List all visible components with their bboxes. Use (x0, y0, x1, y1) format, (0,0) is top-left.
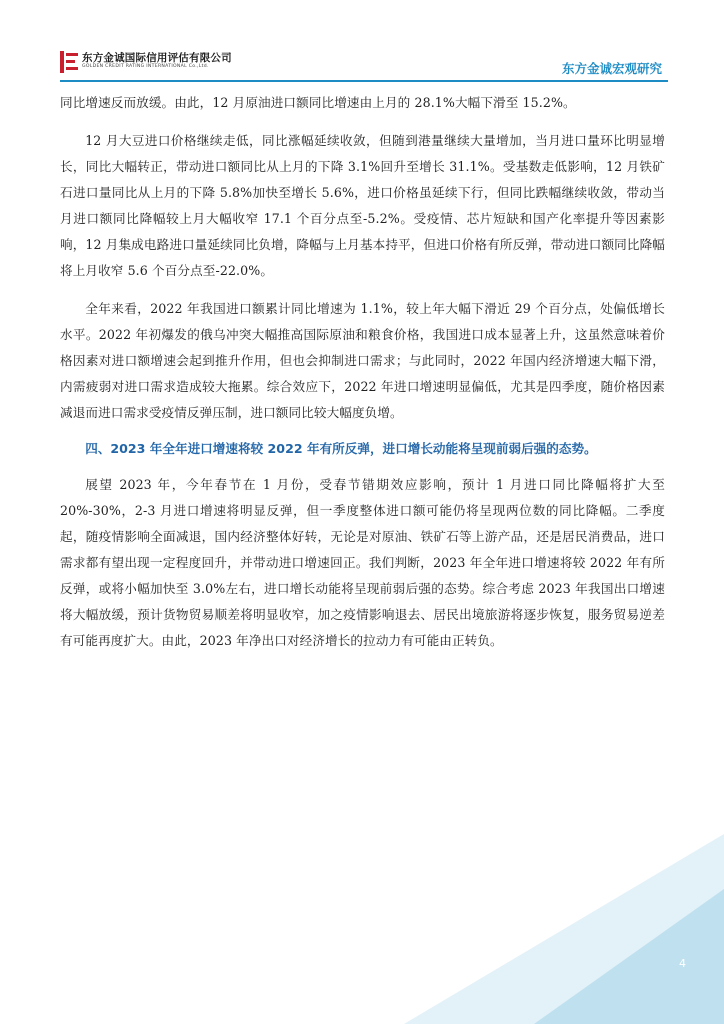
paragraph-continued: 同比增速反而放缓。由此，12 月原油进口额同比增速由上月的 28.1%大幅下滑至 15.2%。 (60, 95, 576, 110)
section-heading: 四、2023 年全年进口增速将较 2022 年有所反弹，进口增长动能将呈现前弱后强的态势。 (85, 441, 597, 456)
company-logo (60, 50, 260, 74)
company-name-cn: 东方金诚国际信用评估有限公司 (82, 52, 232, 64)
header-divider (60, 80, 668, 82)
decorative-corner (404, 834, 724, 1024)
paragraph-december-imports: 12 月大豆进口价格继续走低，同比涨幅延续收敛，但随到港量继续大量增加，当月进口量环比明显增长，同比大幅转正，带动进口额同比从上月的下降 3.1%回升至增长 31.1%。受基数走低影响，12 月铁矿石进口量同比从上月的下降 5.8%加快至增长 5.6%，进口价格虽延续下行，但同比跌幅继续收敛，带动当月进口额同比降幅较上月大幅收窄 17.1 个百分点至-5.2%。受疫情、芯片短缺和国产化率提升等因素影响，12 月集成电路进口量延续同比负增，降幅与上月基本持平，但进口价格有所反弹，带动进口额同比降幅将上月收窄 5.6 个百分点至-22.0%。 (60, 133, 665, 278)
brand-title: 东方金诚宏观研究 (561, 61, 662, 76)
company-name-en: GOLDEN CREDIT RATING INTERNATIONAL Co.,Ltd. (82, 64, 209, 69)
page-number: 4 (679, 957, 686, 970)
report-body (60, 90, 665, 654)
paragraph-outlook-2023: 展望 2023 年，今年春节在 1 月份，受春节错期效应影响，预计 1 月进口同比降幅将扩大至 20%-30%，2-3 月进口增速将明显反弹，但一季度整体进口额可能仍将呈现两位数的同比降幅。二季度起，随疫情影响全面减退，国内经济整体好转，无论是对原油、铁矿石等上游产品，还是居民消费品，进口需求都有望出现一定程度回升，并带动进口增速回正。我们判断，2023 年全年进口增速将较 2022 年有所反弹，或将小幅加快至 3.0%左右，进口增长动能将呈现前弱后强的态势。综合考虑 2023 年我国出口增速将大幅放缓，预计货物贸易顺差将明显收窄，加之疫情影响退去、居民出境旅游将逐步恢复，服务贸易逆差有可能再度扩大。由此，2023 年净出口对经济增长的拉动力有可能由正转负。 (60, 477, 665, 648)
paragraph-annual-summary: 全年来看，2022 年我国进口额累计同比增速为 1.1%，较上年大幅下滑近 29 个百分点，处偏低增长水平。2022 年初爆发的俄乌冲突大幅推高国际原油和粮食价格，我国进口成本显著上升，这虽然意味着价格因素对进口额增速会起到推升作用，但也会抑制进口需求；与此同时，2022 年国内经济增速大幅下滑，内需疲弱对进口需求造成较大拖累。综合效应下，2022 年进口增速明显偏低，尤其是四季度，随价格因素减退而进口需求受疫情反弹压制，进口额同比较大幅度负增。 (60, 301, 665, 420)
company-logo-icon (60, 51, 78, 73)
